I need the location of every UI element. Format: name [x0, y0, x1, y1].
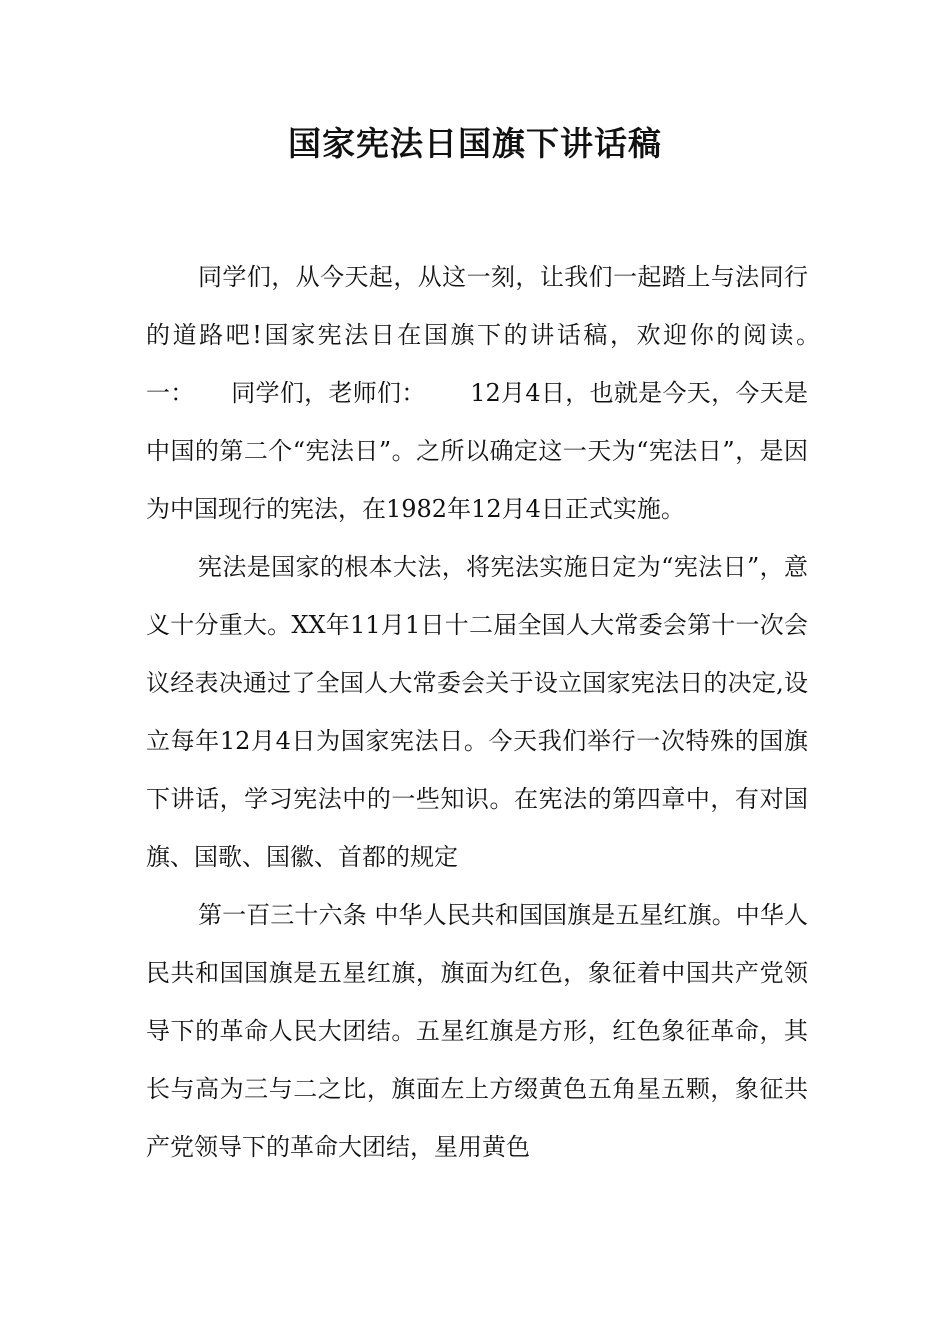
paragraph-1: 同学们，从今天起，从这一刻，让我们一起踏上与法同行的道路吧!国家宪法日在国旗下的讲话稿，欢迎你的阅读。 一： 同学们，老师们： 12月4日，也就是今天，今天是中国的第二个“宪法日”。之所以确定这一天为“宪法日”，是因为中国现行的宪法，在1982年12月4日正式实施。 [146, 263, 856, 523]
paragraph-2: 宪法是国家的根本大法，将宪法实施日定为“宪法日”，意义十分重大。XX年11月1日十二届全国人大常委会第十一次会议经表决通过了全国人大常委会关于设立国家宪法日的决定,设立每年12月4日为国家宪法日。今天我们举行一次特殊的国旗下讲话，学习宪法中的一些知识。在宪法的第四章中，有对国旗、国歌、国徽、首都的规定 [146, 553, 808, 871]
document-title: 国家宪法日国旗下讲话稿 [288, 124, 662, 163]
document-body [146, 248, 856, 1176]
paragraph-3: 第一百三十六条 中华人民共和国国旗是五星红旗。中华人民共和国国旗是五星红旗，旗面为红色，象征着中国共产党领导下的革命人民大团结。五星红旗是方形，红色象征革命，其长与高为三与二之比，旗面左上方缀黄色五角星五颗，象征共产党领导下的革命大团结，星用黄色 [146, 901, 808, 1161]
